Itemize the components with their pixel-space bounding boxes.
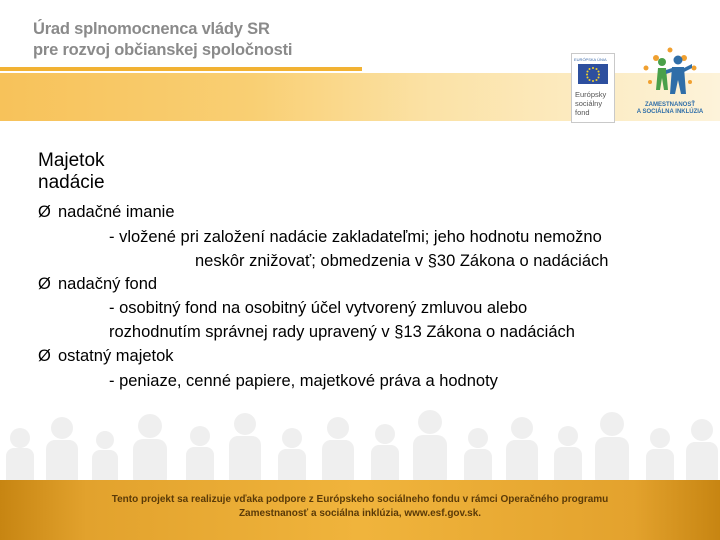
organization-title [33,19,292,61]
slide-header [0,0,720,125]
bullet-item [38,275,157,294]
footer-text-line1: Tento projekt sa realizuje vďaka podpore z Európskeho sociálneho fondu v rámci Operačného programu [111,494,609,505]
eu-logo-small-text: EURÓPSKA ÚNIA [574,57,607,62]
bullet-arrow-icon: Ø [38,275,51,293]
eu-esf-logo [571,53,615,123]
organization-title-line2: pre rozvoj občianskej spoločnosti [33,41,293,59]
bullet-item [38,347,174,366]
bullet-arrow-icon: Ø [38,347,51,365]
zamestnanost-logo-line2: A SOCIÁLNA INKLÚZIA [636,109,704,115]
people-figures-icon [626,44,714,102]
zamestnanost-logo-text [626,102,714,116]
bullet-detail-line: - osobitný fond na osobitný účel vytvorený zmluvou alebo [109,299,528,317]
bullet-detail-line: neskôr znižovať; obmedzenia v §30 Zákona o nadáciách [195,252,609,270]
eu-logo-text [575,90,613,117]
zamestnanost-logo-line1: ZAMESTNANOSŤ [645,102,695,108]
slide-footer [0,398,720,540]
bullet-label: ostatný majetok [58,347,174,365]
bullet-label: nadačné imanie [58,203,175,221]
eu-flag-icon [578,64,608,84]
bullet-detail-line: - vložené pri založení nadácie zakladateľmi; jeho hodnotu nemožno [109,228,602,246]
eu-logo-text-line: sociálny [575,99,603,108]
zamestnanost-logo [626,44,714,124]
footer-text-line2: Zamestnanosť a sociálna inklúzia, www.esf.gov.sk. [238,508,482,519]
header-gold-rule [0,67,362,71]
slide-title: Majetok nadácie [38,150,105,193]
bullet-item [38,203,175,222]
crowd-silhouette-icon [0,398,720,488]
organization-title-line1: Úrad splnomocnenca vlády SR [33,20,270,38]
bullet-label: nadačný fond [58,275,158,293]
footer-text [100,493,620,521]
eu-logo-text-line: Európsky [575,90,607,99]
bullet-detail-line: - peniaze, cenné papiere, majetkové práva a hodnoty [109,372,498,390]
bullet-detail-line: rozhodnutím správnej rady upravený v §13 Zákona o nadáciách [109,323,575,341]
eu-logo-text-line: fond [575,108,590,117]
bullet-arrow-icon: Ø [38,203,51,221]
